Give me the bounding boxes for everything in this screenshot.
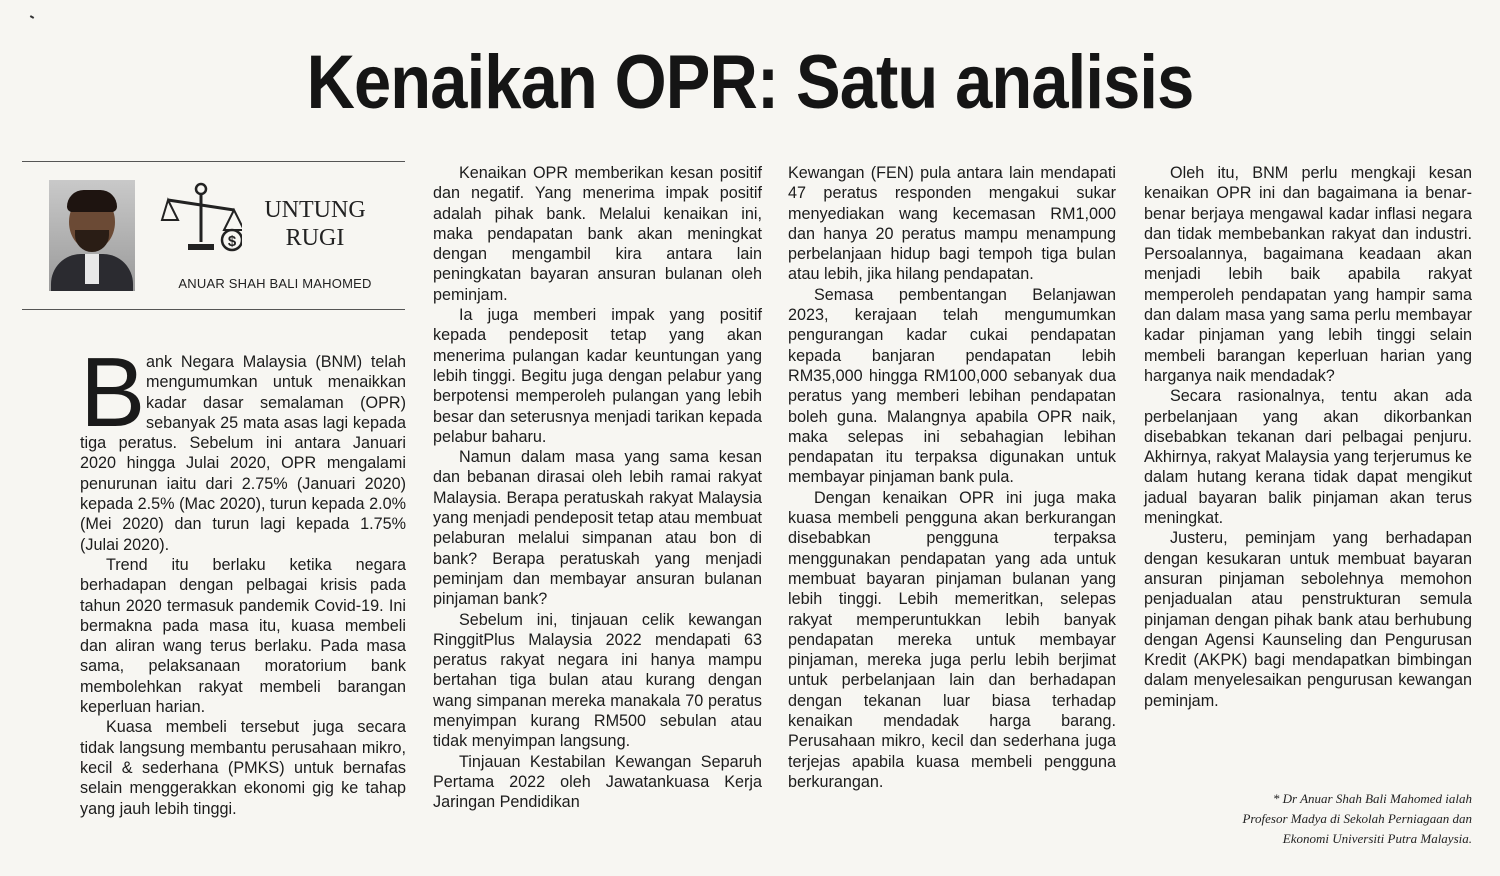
paragraph: Secara rasionalnya, tentu akan ada perbelanjaan yang akan dikorbankan disebabkan tekanan dari pelbagai penjuru. Akhirnya, rakyat Malaysia yang terjerumus ke dalam hutang kerana tidak dapat mengikut jadual bayaran balik pinjaman akan terus meningkat. bbox=[1144, 387, 1472, 528]
paragraph: Oleh itu, BNM perlu mengkaji kesan kenaikan OPR ini dan bagaimana ia benar-benar berjaya mengawal kadar inflasi negara dan tidak membebankan rakyat dan industri. Persoalannya, bagaimana keadaan akan menjadi lebih baik apabila rakyat memperoleh pendapatan yang hampir sama dan dalam masa yang sama perlu membayar kadar pinjaman yang lebih tinggi selain membeli barangan keperluan harian yang harganya naik mendadak? bbox=[1144, 164, 1472, 385]
paragraph: Ia juga memberi impak yang positif kepada pendeposit tetap yang akan menerima pulangan kadar keuntungan yang lebih tinggi. Begitu juga dengan pelabur yang berpotensi memperoleh pulangan yang lebih besar dan seterusnya menjadi tarikan kepada pelabur baharu. bbox=[433, 306, 762, 446]
article-headline: Kenaikan OPR: Satu analisis bbox=[306, 40, 1194, 125]
scale-money-icon bbox=[160, 180, 242, 260]
footnote-line: * Dr Anuar Shah Bali Mahomed ialah bbox=[1272, 791, 1472, 806]
print-speck bbox=[30, 15, 34, 19]
column-title bbox=[250, 196, 380, 252]
paragraph: Kuasa membeli tersebut juga secara tidak langsung membantu perusahaan mikro, kecil & sederhana (PMKS) untuk bernafas selain menggerakkan ekonomi gig ke tahap yang jauh lebih tinggi. bbox=[80, 718, 406, 818]
footnote-line: Profesor Madya di Sekolah Perniagaan dan bbox=[1242, 811, 1472, 826]
paragraph: Sebelum ini, tinjauan celik kewangan RinggitPlus Malaysia 2022 mendapati 63 peratus rakyat negara ini hanya mampu bertahan tiga bulan atau kurang dengan wang simpanan mereka manakala 70 peratus menyimpan kurang RM500 sebulan atau tidak menyimpan langsung. bbox=[433, 610, 762, 751]
column-title-line2: RUGI bbox=[285, 225, 345, 251]
author-photo bbox=[49, 180, 135, 291]
paragraph: Bank Negara Malaysia (BNM) telah mengumumkan untuk menaikkan kadar dasar semalaman (OPR) sebanyak 25 mata asas lagi kepada tiga peratus. Sebelum ini antara Januari 2020 hingga Julai 2020, OPR mengalami penurunan iaitu dari 2.75% (Januari 2020) kepada 2.5% (Mac 2020), turun kepada 2.0% (Mei 2020) dan turun lagi kepada 1.75% (Julai 2020). bbox=[80, 337, 406, 554]
column-title-line1: UNTUNG bbox=[264, 197, 366, 223]
column-header-bottom-rule bbox=[22, 309, 405, 310]
paragraph: Kewangan (FEN) pula antara lain mendapati 47 peratus responden mengakui sukar menyediakan wang kecemasan RM1,000 dan hanya 20 peratus mampu menampung perbelanjaan hidup bagi tempoh tiga bulan atau lebih, jika hilang pendapatan. bbox=[788, 164, 1116, 284]
paragraph: Tinjauan Kestabilan Kewangan Separuh Pertama 2022 oleh Jawatankuasa Kerja Jaringan Pendidikan bbox=[433, 752, 762, 812]
article-column-1 bbox=[80, 337, 406, 819]
paragraph: Justeru, peminjam yang berhadapan dengan kesukaran untuk membuat bayaran ansuran pinjaman sebolehnya memohon penjadualan atau penstrukturan semula pinjaman dengan pihak bank atau berhubung dengan Agensi Kaunseling dan Pengurusan Kredit (AKPK) bagi mendapatkan bimbingan dalam menyelesaikan pengurusan kewangan peminjam. bbox=[1144, 529, 1472, 710]
article-column-2 bbox=[433, 163, 762, 813]
article-column-4 bbox=[1144, 163, 1472, 711]
article-column-3 bbox=[788, 163, 1116, 792]
author-footnote bbox=[1150, 789, 1472, 849]
paragraph: Kenaikan OPR memberikan kesan positif dan negatif. Yang menerima impak positif adalah pihak bank. Melalui kenaikan ini, maka pendapatan bank akan meningkat dengan mengambil kira antara lain peningkatan bayaran ansuran bulanan oleh peminjam. bbox=[433, 164, 762, 304]
author-byline: ANUAR SHAH BALI MAHOMED bbox=[178, 276, 372, 291]
paragraph: Semasa pembentangan Belanjawan 2023, kerajaan telah mengumumkan pengurangan kadar cukai pendapatan kepada banjaran pendapatan lebih RM35,000 hingga RM100,000 sebanyak dua peratus yang memberi lebihan pendapatan boleh guna. Malangnya apabila OPR naik, maka selepas ini sebahagian lebihan pendapatan itu terpaksa digunakan untuk membayar pinjaman bank pula. bbox=[788, 285, 1116, 487]
svg-text:$: $ bbox=[227, 233, 237, 250]
paragraph: Trend itu berlaku ketika negara berhadapan dengan pelbagai krisis pada tahun 2020 termasuk pandemik Covid-19. Ini bermakna pada masa itu, kuasa membeli dan aliran wang terus berlaku. Pada masa sama, pelaksanaan moratorium bank membolehkan rakyat membeli barangan keperluan harian. bbox=[80, 555, 406, 717]
drop-cap: B bbox=[80, 337, 146, 447]
paragraph: Dengan kenaikan OPR ini juga maka kuasa membeli pengguna akan berkurangan disebabkan pengguna terpaksa menggunakan pendapatan yang ada untuk membuat bayaran pinjaman bulanan yang lebih tinggi. Lebih memeritkan, selepas rakyat memperuntukkan lebih banyak pendapatan mereka untuk membayar pinjaman, mereka juga perlu lebih berjimat untuk perbelanjaan lain dan berhadapan dengan tekanan luar biasa terhadap kenaikan mendadak harga barang. Perusahaan mikro, kecil dan sederhana juga terjejas apabila kuasa membeli pengguna berkurangan. bbox=[788, 488, 1116, 791]
column-header-top-rule bbox=[22, 161, 405, 162]
footnote-line: Ekonomi Universiti Putra Malaysia. bbox=[1282, 831, 1472, 846]
paragraph: Namun dalam masa yang sama kesan dan bebanan dirasai oleh lebih ramai rakyat Malaysia. Berapa peratuskah rakyat Malaysia yang menjadi pendeposit tetap atau membuat pelaburan melalui simpanan atau bon di bank? Berapa peratuskah yang menjadi peminjam dan membayar ansuran bulanan pinjaman bank? bbox=[433, 448, 762, 609]
